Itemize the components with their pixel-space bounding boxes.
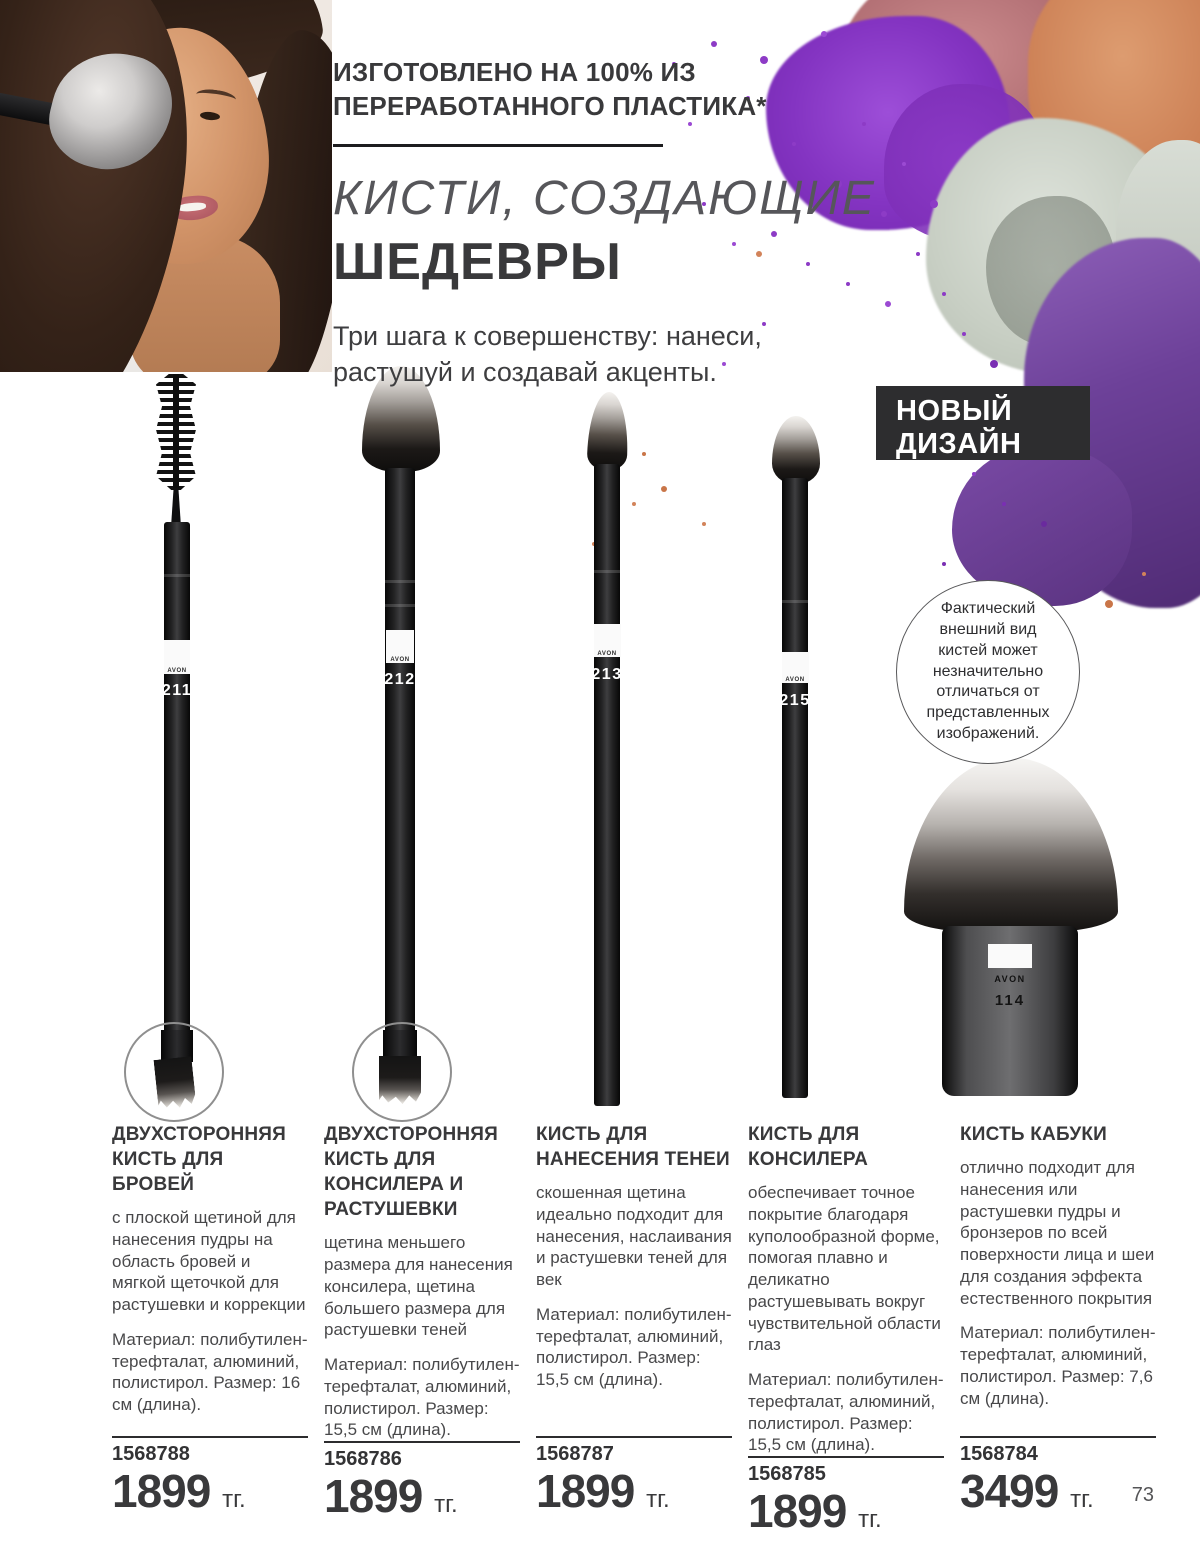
subtitle-line1: Три шага к совершенству: нанеси,	[333, 320, 762, 351]
product-buy-block	[536, 1436, 732, 1517]
price-currency: тг.	[1070, 1486, 1094, 1513]
product-buy-block	[112, 1436, 308, 1517]
product-buy-block	[960, 1436, 1156, 1517]
badge-line1: НОВЫЙ	[896, 395, 1013, 427]
avon-logo: AVON	[597, 650, 618, 657]
tapered-head	[587, 391, 630, 470]
product-price	[960, 1465, 1156, 1517]
subtitle-line2: растушуй и создавай акценты.	[333, 357, 717, 388]
price-currency: тг.	[222, 1486, 246, 1513]
page-title-italic: КИСТИ, СОЗДАЮЩИЕ	[333, 171, 876, 225]
disclaimer-text: Фактический внешний вид кистей может незначительно отличаться от представленных изображений.	[926, 600, 1050, 742]
dome-head	[772, 416, 820, 484]
page-header	[333, 56, 893, 390]
product-card-eyeshadow-brush	[536, 1122, 732, 1517]
handle-ring	[594, 570, 620, 573]
badge-line2: ДИЗАЙН	[896, 428, 1022, 461]
price-divider	[536, 1436, 732, 1438]
product-price	[324, 1470, 520, 1523]
brush-neck	[164, 488, 188, 524]
handle-ring	[385, 580, 415, 583]
product-price	[748, 1485, 944, 1538]
product-code: 1568787	[536, 1443, 614, 1465]
product-title: ДВУХСТОРОННЯЯ КИСТЬ ДЛЯ БРОВЕЙ	[112, 1124, 287, 1196]
product-code: 1568785	[748, 1463, 826, 1486]
avon-label	[386, 630, 414, 663]
avon-logo: AVON	[167, 667, 187, 674]
product-material: Материал: полибутилен-терефталат, алюминий, полистирол. Размер: 15,5 см (длина).	[748, 1370, 944, 1455]
disclaimer-circle	[896, 580, 1080, 764]
product-material: Материал: полибутилен-терефталат, алюминий, полистирол. Размер: 16 см (длина).	[112, 1329, 308, 1415]
price-divider	[324, 1441, 520, 1443]
product-card-concealer-blend-brush	[324, 1122, 520, 1523]
avon-label	[988, 944, 1032, 968]
price-value: 1899	[324, 1470, 423, 1523]
brush-handle	[164, 522, 190, 1034]
product-description: щетина меньшего размера для нанесения консилера, щетина большего размера для растушевки теней	[324, 1233, 513, 1340]
handle-ring	[164, 574, 190, 577]
product-buy-block	[324, 1441, 520, 1523]
page-title-bold: ШЕДЕВРЫ	[333, 232, 622, 291]
model-photo	[0, 0, 332, 372]
product-description: обеспечивает точное покрытие благодаря куполообразной форме, помогая плавно и деликатно растушевывать вокруг чувствительной области глаз	[748, 1183, 941, 1355]
avon-label	[594, 624, 621, 657]
price-divider	[960, 1436, 1156, 1438]
page-subtitle	[333, 318, 893, 391]
price-divider	[748, 1456, 944, 1458]
price-value: 3499	[960, 1465, 1059, 1517]
product-card-concealer-brush	[748, 1122, 944, 1538]
price-value: 1899	[748, 1485, 847, 1538]
price-currency: тг.	[858, 1506, 882, 1534]
handle-ring	[782, 600, 808, 603]
product-grid	[112, 1122, 1156, 1538]
brush-handle	[782, 478, 808, 1098]
product-description: отлично подходит для нанесения или растушевки пудры и бронзеров по всей поверхности лица и шеи для создания эффекта естественного покрытия	[960, 1158, 1155, 1308]
product-card-brow-brush	[112, 1122, 308, 1517]
avon-label	[782, 652, 809, 683]
product-code: 1568786	[324, 1448, 402, 1471]
brush-number: 215	[779, 692, 811, 709]
product-description: скошенная щетина идеально подходит для нанесения, наслаивания и растушевки теней для век	[536, 1183, 732, 1290]
brush-handle	[385, 468, 415, 1034]
avon-logo: AVON	[390, 656, 410, 663]
brush-number: 212	[384, 671, 416, 688]
brush-number: 211	[161, 682, 193, 699]
magnifier-circle	[124, 1022, 224, 1122]
price-value: 1899	[536, 1465, 635, 1517]
product-code: 1568788	[112, 1443, 190, 1465]
product-material: Материал: полибутилен-терефталат, алюминий, полистирол. Размер: 15,5 см (длина).	[536, 1304, 732, 1390]
divider-line	[333, 144, 663, 147]
product-title: КИСТЬ КАБУКИ	[960, 1124, 1108, 1145]
eyebrow-line2: ПЕРЕРАБОТАННОГО ПЛАСТИКА*	[333, 90, 767, 121]
kabuki-bristles	[904, 758, 1118, 932]
product-card-kabuki-brush	[960, 1122, 1156, 1517]
product-title: ДВУХСТОРОННЯЯ КИСТЬ ДЛЯ КОНСИЛЕРА И РАСТУШЕВКИ	[324, 1124, 499, 1221]
avon-logo: AVON	[785, 676, 806, 683]
price-currency: тг.	[434, 1491, 458, 1519]
brush-number: 213	[591, 666, 623, 683]
product-title: КИСТЬ ДЛЯ НАНЕСЕНИЯ ТЕНЕИ	[536, 1124, 730, 1171]
handle-ring	[385, 604, 415, 607]
product-buy-block	[748, 1456, 944, 1538]
price-currency: тг.	[646, 1486, 670, 1513]
page-number: 73	[1131, 1484, 1154, 1506]
price-divider	[112, 1436, 308, 1438]
spoolie-head	[156, 374, 196, 490]
product-price	[112, 1465, 308, 1517]
product-material: Материал: полибутилен-терефталат, алюминий, полистирол. Размер: 15,5 см (длина).	[324, 1355, 520, 1440]
product-code: 1568784	[960, 1443, 1038, 1465]
avon-label	[164, 640, 190, 674]
price-value: 1899	[112, 1465, 211, 1517]
brush-number: 114	[994, 992, 1026, 1009]
eyebrow-claim	[333, 56, 893, 124]
eyebrow-line1: ИЗГОТОВЛЕНО НА 100% ИЗ	[333, 57, 696, 87]
brush-handle	[594, 464, 620, 1106]
product-material: Материал: полибутилен-терефталат, алюминий, полистирол. Размер: 7,6 см (длина).	[960, 1323, 1156, 1408]
product-description: с плоской щетиной для нанесения пудры на область бровей и мягкой щеточкой для растушевки и коррекции	[112, 1208, 306, 1315]
magnifier-circle	[352, 1022, 452, 1122]
product-title: КИСТЬ ДЛЯ КОНСИЛЕРА	[748, 1124, 869, 1171]
avon-logo: AVON	[994, 973, 1026, 985]
product-price	[536, 1465, 732, 1517]
new-design-badge	[876, 386, 1090, 460]
